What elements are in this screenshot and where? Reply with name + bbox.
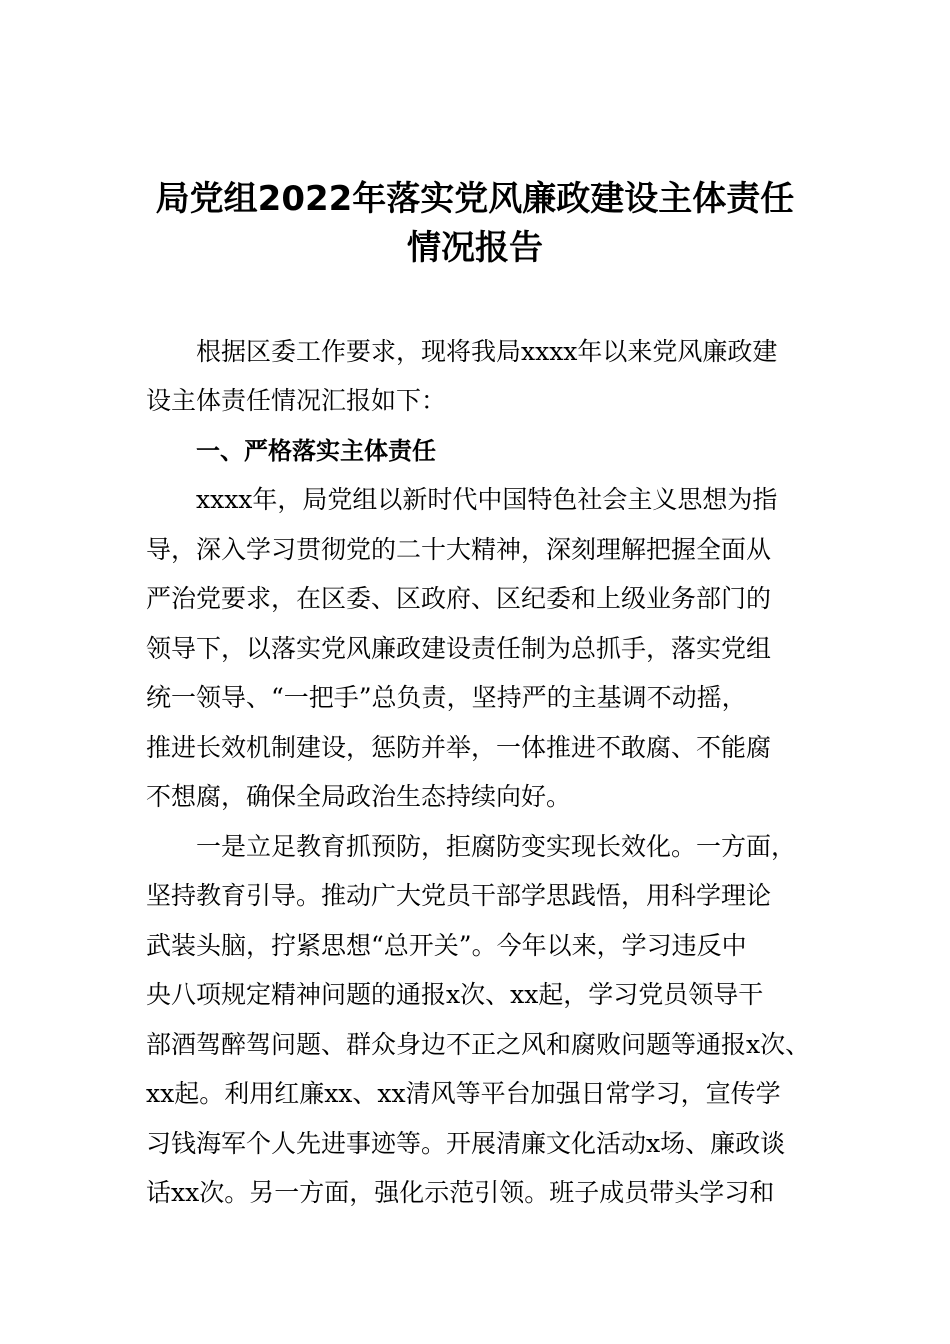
section-heading: 一、严格落实主体责任 xyxy=(196,437,436,465)
document-title-line-2: 情况报告 xyxy=(407,228,543,268)
paragraph-line: 话xx次。另一方面，强化示范引领。班子成员带头学习和 xyxy=(146,1178,775,1207)
paragraph-line: 不想腐，确保全局政治生态持续向好。 xyxy=(146,782,572,811)
paragraph-line: 领导下，以落实党风廉政建设责任制为总抓手，落实党组 xyxy=(146,634,772,663)
document-title-line-1: 局党组2022年落实党风廉政建设主体责任 xyxy=(155,179,795,219)
paragraph-line: 推进长效机制建设，惩防并举，一体推进不敢腐、不能腐 xyxy=(146,733,772,762)
paragraph-line: 坚持教育引导。推动广大党员干部学思践悟，用科学理论 xyxy=(146,881,772,910)
paragraph-line: 央八项规定精神问题的通报x次、xx起，学习党员领导干 xyxy=(146,980,764,1009)
paragraph-line: 统一领导、“一把手”总负责，坚持严的主基调不动摇， xyxy=(146,683,747,712)
paragraph-line: 严治党要求，在区委、区政府、区纪委和上级业务部门的 xyxy=(146,584,772,613)
paragraph-line: 根据区委工作要求，现将我局xxxx年以来党风廉政建 xyxy=(196,337,778,366)
paragraph-line: 武装头脑，拧紧思想“总开关”。今年以来，学习违反中 xyxy=(146,931,747,960)
paragraph-line: xxxx年，局党组以新时代中国特色社会主义思想为指 xyxy=(196,485,778,514)
paragraph-line: 部酒驾醉驾问题、群众身边不正之风和腐败问题等通报x次、 xyxy=(146,1030,811,1059)
paragraph-line: xx起。利用红廉xx、xx清风等平台加强日常学习，宣传学 xyxy=(146,1079,781,1108)
paragraph-line: 导，深入学习贯彻党的二十大精神，深刻理解把握全面从 xyxy=(146,535,772,564)
paragraph-line: 一是立足教育抓预防，拒腐防变实现长效化。一方面， xyxy=(196,832,797,861)
paragraph-line: 设主体责任情况汇报如下： xyxy=(146,386,447,415)
paragraph-line: 习钱海军个人先进事迹等。开展清廉文化活动x场、廉政谈 xyxy=(146,1129,786,1158)
